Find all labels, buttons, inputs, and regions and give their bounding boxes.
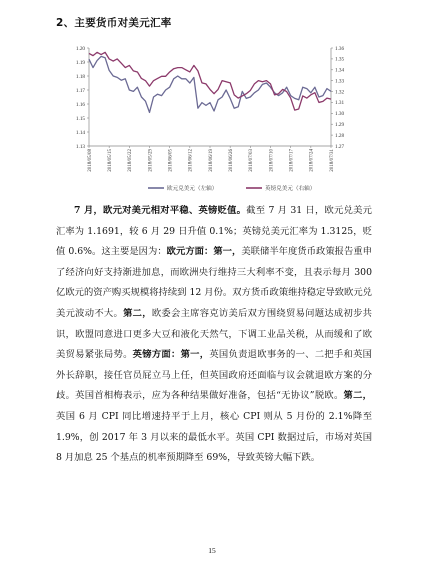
body-paragraph — [56, 201, 372, 469]
right-tick-label: 1.28 — [335, 132, 345, 139]
bold-text-run: 第二， — [343, 390, 372, 402]
text-run: 英国负责退欧事务的一、二把手和英国外长辞职，接任官员屁立马上任，但英国政府还面临与议会就退欧方案的分歧。英国首相梅表示，应为各种结果做好准备，包括“无协议”脱欧。 — [56, 349, 372, 402]
left-tick-label: 1.15 — [75, 115, 85, 122]
x-tick-label: 2018/06/26 — [228, 149, 234, 172]
x-tick-label: 2018/05/15 — [107, 149, 113, 172]
right-tick-label: 1.29 — [335, 122, 345, 129]
x-tick-label: 2018/07/31 — [329, 149, 335, 172]
left-tick-label: 1.20 — [75, 45, 85, 52]
x-tick-label: 2018/05/08 — [87, 149, 93, 172]
x-tick-label: 2018/06/12 — [188, 149, 194, 172]
x-tick-label: 2018/05/22 — [128, 149, 134, 172]
right-tick-label: 1.35 — [335, 56, 345, 63]
text-run: 美联储半年度货币政策报告重申了经济向好支持渐进加息，而欧洲央行维持三大利率不变，且表示每月 300 亿欧元的资产购买规模将持续到 12 月份。双方货币政策维持稳定导致欧元兑美元波动不大。 — [56, 246, 372, 319]
left-tick-label: 1.13 — [75, 143, 85, 150]
left-tick-label: 1.14 — [75, 129, 85, 136]
right-tick-label: 1.36 — [335, 45, 345, 52]
left-tick-label: 1.19 — [75, 59, 85, 66]
right-tick-label: 1.32 — [335, 89, 345, 96]
right-tick-label: 1.30 — [335, 111, 345, 118]
right-tick-label: 1.33 — [335, 78, 345, 85]
text-run: 截至 7 月 31 日，欧元兑美元汇率为 1.1691，较 6 月 29 日升值 0.1%；英镑兑美元汇率为 1.3125，贬值 0.6%。这主要是因为： — [56, 205, 372, 258]
x-tick-label: 2018/07/17 — [289, 149, 295, 172]
bold-text-run: 欧元方面：第一， — [166, 246, 242, 258]
x-tick-label: 2018/05/29 — [148, 149, 154, 172]
eur-usd-line — [89, 56, 331, 112]
x-tick-label: 2018/07/10 — [269, 149, 275, 172]
x-tick-label: 2018/07/24 — [309, 149, 315, 172]
gbp-usd-line — [89, 52, 331, 110]
bold-text-run: 7 月，欧元对美元相对平稳、英镑贬值。 — [74, 205, 247, 216]
right-tick-label: 1.31 — [335, 100, 345, 107]
legend-label: 欧元兑美元（左轴） — [167, 186, 218, 192]
section-heading: 2、主要货币对美元汇率 — [56, 17, 172, 29]
x-tick-label: 2018/07/03 — [249, 149, 255, 172]
right-tick-label: 1.27 — [335, 143, 345, 150]
body-text — [56, 201, 372, 469]
left-tick-label: 1.17 — [75, 87, 85, 94]
page-number: 15 — [208, 546, 216, 555]
left-tick-label: 1.16 — [75, 101, 85, 108]
right-tick-label: 1.34 — [335, 67, 345, 74]
x-tick-label: 2018/06/19 — [208, 149, 214, 172]
x-tick-label: 2018/06/05 — [168, 149, 174, 172]
text-run: 欧委会主席容克访美后双方围绕贸易问题达成初步共识，欧盟同意进口更多大豆和液化天然气，下调工业品关税，从而缓和了欧美贸易紧张局势。 — [56, 307, 372, 361]
left-tick-label: 1.18 — [75, 73, 85, 80]
exchange-rate-chart — [0, 0, 424, 200]
text-run: 英国 6 月 CPI 同比增速持平于上月，核心 CPI 则从 5 月份的 2.1%降至 1.9%，创 2017 年 3 月以来的最低水平。英国 CPI 数据过后，市场对英国 8 月加息 25 个基点的机率预期降至 69%，导致英镑大幅下跌。 — [56, 410, 372, 464]
legend-label: 英镑兑美元（右轴） — [265, 186, 316, 192]
bold-text-run: 英镑方面：第一， — [132, 349, 210, 361]
bold-text-run: 第二， — [123, 307, 152, 319]
